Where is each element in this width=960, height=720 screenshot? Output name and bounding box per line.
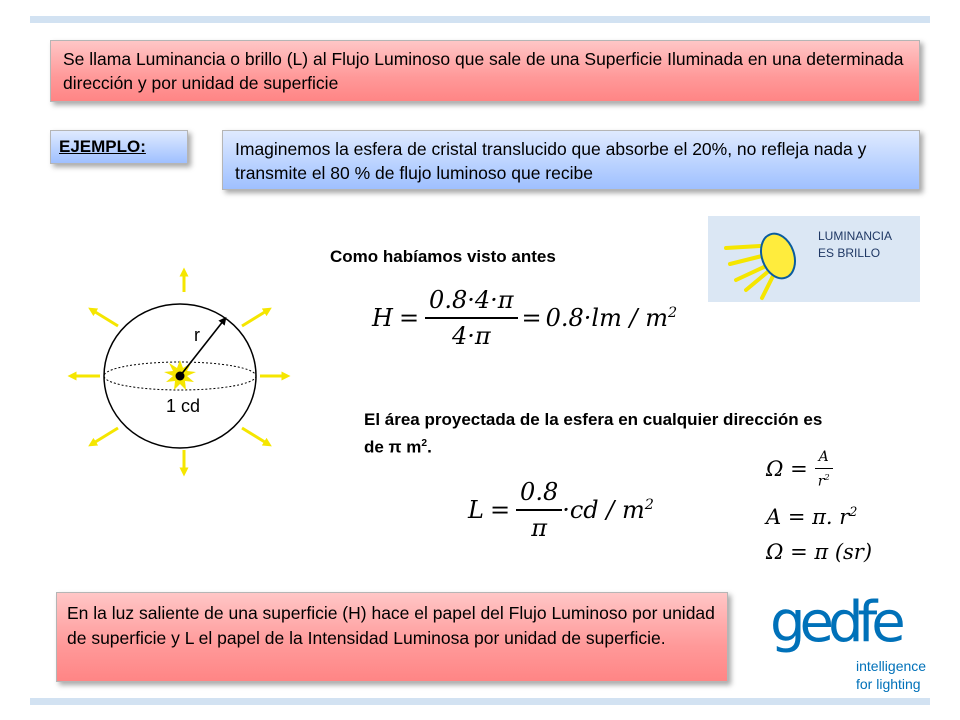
area-text: A = π. r xyxy=(766,505,850,529)
formula-H-denominator: 4·π xyxy=(451,322,491,350)
formula-H-rhs: 0.8·lm / m xyxy=(545,304,668,332)
bottom-rule xyxy=(30,698,930,705)
radius-arrow xyxy=(180,320,224,376)
luminance-note-panel xyxy=(708,216,920,302)
projected-area-sentence: El área proyectada de la esfera en cualquier dirección es de π m xyxy=(364,410,823,457)
bottom-box xyxy=(56,592,728,682)
projected-area-text xyxy=(364,408,824,460)
area-exp: 2 xyxy=(849,504,858,519)
top-rule xyxy=(30,16,930,23)
radius-label: r xyxy=(194,325,200,345)
as-seen-heading: Como habíamos visto antes xyxy=(330,247,556,266)
formula-L: L = $\frac{0.8}{\pi}$ $\cdot cd / m^2$ xyxy=(468,478,654,542)
formula-H-lhs: H xyxy=(372,304,393,332)
omega-denominator: r xyxy=(817,473,825,490)
projected-area-end: . xyxy=(427,437,432,457)
projected-area-exp: 2 xyxy=(421,438,428,449)
gedfe-logo xyxy=(768,590,938,696)
formula-H-exp: 2 xyxy=(667,305,678,321)
definition-text: Se llama Luminancia o brillo (L) al Flujo Luminoso que sale de una Superficie Iluminada en una determinada dirección y por unidad de superficie xyxy=(63,49,904,93)
example-label: EJEMPLO: xyxy=(59,137,146,156)
omega-formula xyxy=(766,446,896,492)
area-formula xyxy=(766,492,896,532)
formula-H: H = $\frac{0.8\cdot 4\cdot\pi}{4\cdot\pi}$ = $0.8\cdot lm / m^2$ xyxy=(372,286,678,350)
logo-line2: for lighting xyxy=(856,676,921,692)
sun-icon xyxy=(708,216,808,302)
example-label-box xyxy=(50,130,188,164)
source-label: 1 cd xyxy=(166,396,201,416)
logo-line1: intelligence xyxy=(856,658,927,674)
luminance-note-line1: LUMINANCIA xyxy=(818,229,893,243)
formula-L-rhs: ·cd / m xyxy=(562,496,645,524)
luminance-note-line2: ES BRILLO xyxy=(818,246,881,260)
formula-L-numerator: 0.8 xyxy=(516,478,562,511)
bottom-text: En la luz saliente de una superficie (H) hace el papel del Flujo Luminoso por unidad de superficie y L el papel de la Intensidad Luminosa por unidad de superficie. xyxy=(67,603,715,648)
formula-L-denominator: π xyxy=(531,514,548,542)
formula-H-numerator: 0.8·4·π xyxy=(425,286,517,319)
side-formulas xyxy=(766,446,896,572)
example-text: Imaginemos la esfera de cristal translucido que absorbe el 20%, no refleja nada y transmite el 80 % de flujo luminoso que recibe xyxy=(235,139,867,183)
formula-L-lhs: L xyxy=(468,496,484,524)
example-text-box xyxy=(222,130,920,190)
definition-box xyxy=(50,40,920,102)
omega-den-exp: 2 xyxy=(824,471,830,482)
omega-lhs: Ω = xyxy=(766,457,808,481)
sphere-diagram xyxy=(64,266,304,486)
omega-pi-formula: Ω = π (sr) xyxy=(766,540,873,564)
formula-L-exp: 2 xyxy=(644,497,654,513)
logo-mark: gedfe xyxy=(770,590,900,655)
omega-numerator: A xyxy=(815,449,833,469)
luminance-note xyxy=(818,228,892,262)
